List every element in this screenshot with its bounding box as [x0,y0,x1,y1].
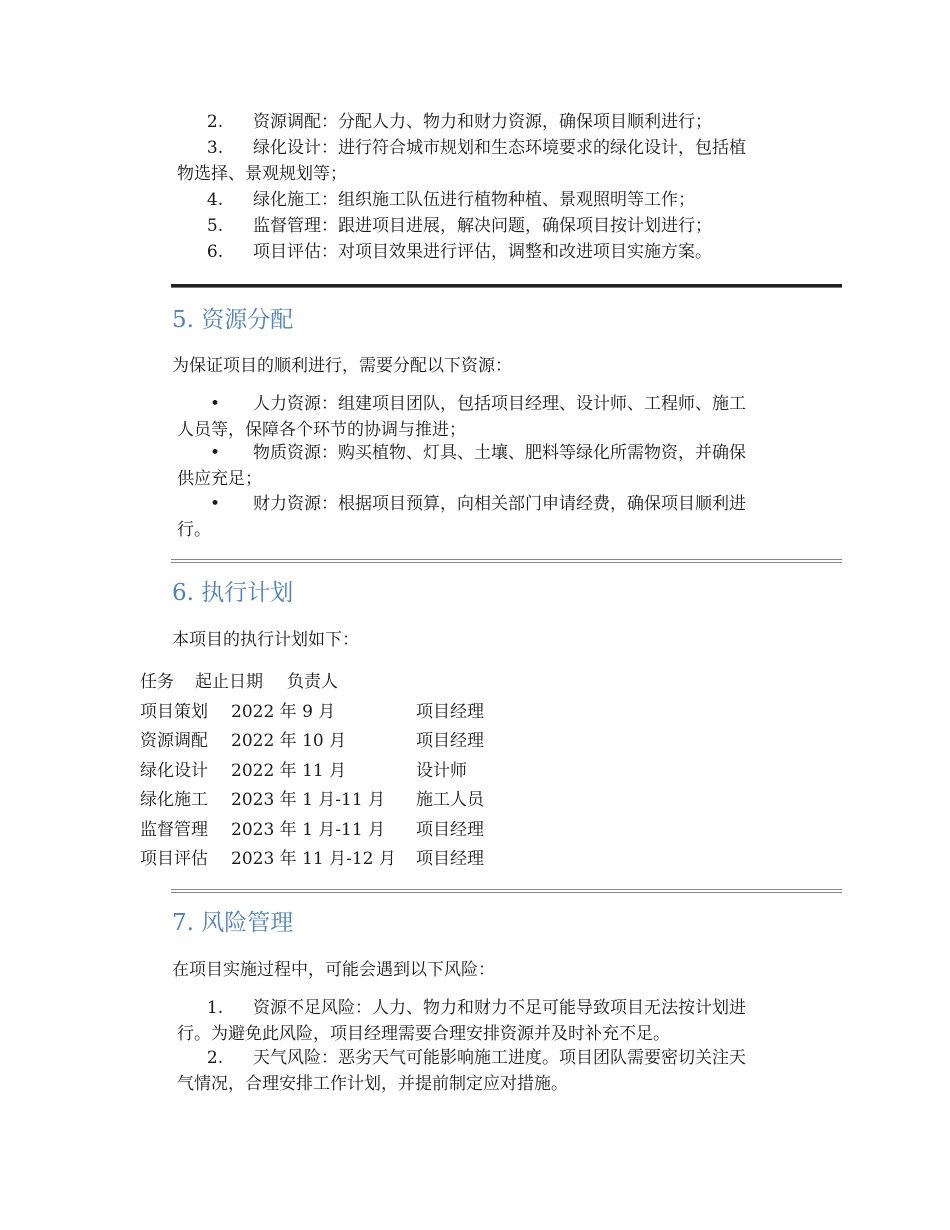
bullet-continuation: 人员等，保障各个环节的协调与推进； [177,420,466,440]
list-item: 5. 监督管理：跟进项目进展，解决问题，确保项目按计划进行； [206,216,712,236]
section-heading: 5. 资源分配 [172,307,294,333]
bullet-item: • 人力资源：组建项目团队，包括项目经理、设计师、工程师、施工 [195,391,746,417]
list-item: 6. 项目评估：对项目效果进行评估，调整和改进项目实施方案。 [206,242,712,262]
section-divider [171,889,842,893]
bullet-icon: • [209,443,221,463]
list-item-continuation: 气情况，合理安排工作计划，并提前制定应对措施。 [177,1074,568,1094]
table-cell: 项目经理 [416,731,484,751]
table-cell: 设计师 [416,761,467,781]
table-cell: 绿化施工 [140,790,208,810]
bullet-continuation: 行。 [177,520,211,540]
table-header-cell: 负责人 [287,672,338,692]
bullet-continuation: 供应充足； [177,469,262,489]
list-item-continuation: 物选择、景观规划等； [177,164,347,184]
paragraph: 本项目的执行计划如下： [172,630,359,650]
table-cell: 资源调配 [140,731,208,751]
section-heading: 7. 风险管理 [172,910,294,936]
table-cell: 2022 年 10 月 [231,731,347,751]
list-item: 2. 天气风险：恶劣天气可能影响施工进度。项目团队需要密切关注天 [206,1048,746,1068]
bullet-item: • 财力资源：根据项目预算，向相关部门申请经费，确保项目顺利进 [195,491,746,517]
section-heading: 6. 执行计划 [172,580,294,606]
bullet-item: • 物质资源：购买植物、灯具、土壤、肥料等绿化所需物资，并确保 [195,440,746,466]
section-divider [171,284,842,288]
table-cell: 项目经理 [416,849,484,869]
table-cell: 施工人员 [416,790,484,810]
table-cell: 项目策划 [140,702,208,722]
table-cell: 2023 年 1 月-11 月 [231,820,386,840]
bullet-icon: • [209,494,221,514]
table-cell: 2022 年 9 月 [231,702,336,722]
table-cell: 监督管理 [140,820,208,840]
list-item: 2. 资源调配：分配人力、物力和财力资源，确保项目顺利进行； [206,112,712,132]
table-header-cell: 起止日期 [195,672,263,692]
list-item: 4. 绿化施工：组织施工队伍进行植物种植、景观照明等工作； [206,190,695,210]
table-cell: 2023 年 1 月-11 月 [231,790,386,810]
list-item-continuation: 行。为避免此风险，项目经理需要合理安排资源并及时补充不足。 [177,1024,670,1044]
list-item: 1. 资源不足风险：人力、物力和财力不足可能导致项目无法按计划进 [206,998,746,1018]
bullet-icon: • [209,394,221,414]
table-cell: 2023 年 11 月-12 月 [231,849,396,869]
table-header-cell: 任务 [140,672,174,692]
table-cell: 2022 年 11 月 [231,761,347,781]
table-cell: 绿化设计 [140,761,208,781]
table-cell: 项目经理 [416,702,484,722]
table-cell: 项目经理 [416,820,484,840]
list-item: 3. 绿化设计：进行符合城市规划和生态环境要求的绿化设计，包括植 [206,138,746,158]
paragraph: 在项目实施过程中，可能会遇到以下风险： [172,960,495,980]
section-divider [171,559,842,563]
table-cell: 项目评估 [140,849,208,869]
paragraph: 为保证项目的顺利进行，需要分配以下资源： [172,356,512,376]
